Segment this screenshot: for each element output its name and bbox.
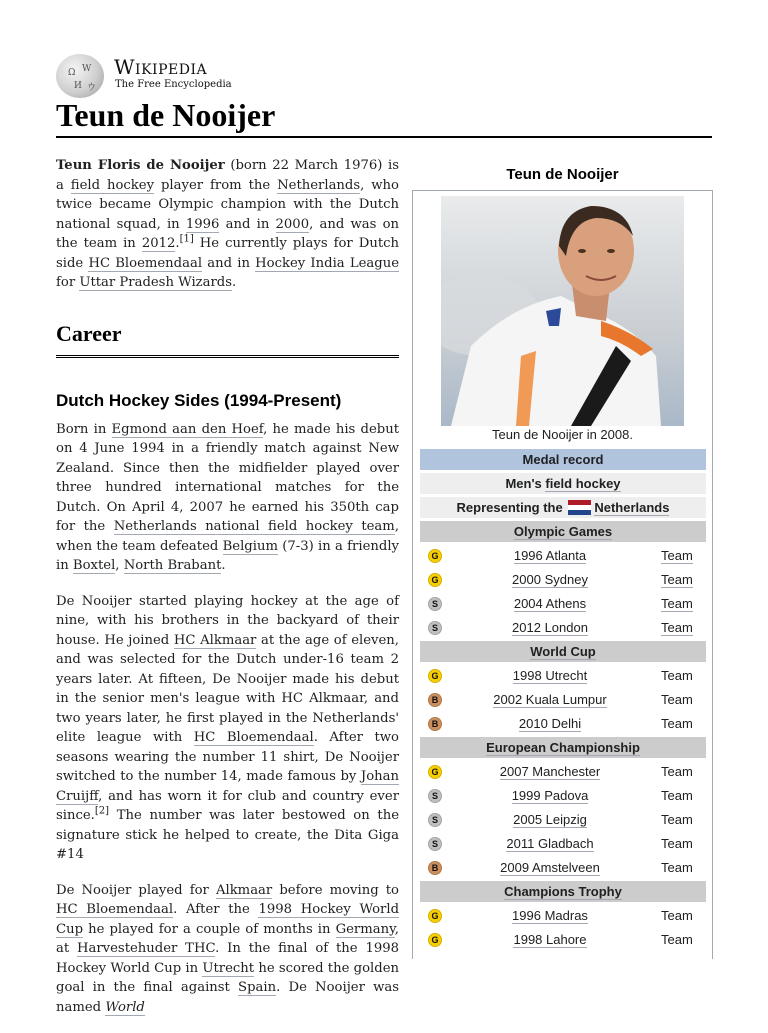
silver-medal-icon: S [428,837,442,851]
label: Medal record [522,452,604,467]
link-belgium[interactable]: Belgium [222,538,278,554]
link-world[interactable]: World [105,999,145,1015]
bronze-medal-icon: B [428,861,442,875]
medal-category-header [420,737,706,758]
link-johan-cruijff[interactable]: Johan Cruijff [56,769,399,804]
text: (7-3) in a friendly in [56,538,399,573]
medal-row [420,857,706,879]
link-competition[interactable]: World Cup [530,644,596,659]
medal-row [420,833,706,855]
medal-row [420,929,706,951]
link-hc-bloemendaal[interactable]: HC Bloemendaal [88,255,203,271]
link-event[interactable]: 1998 Lahore [513,932,587,947]
text: . De Nooijer was named [56,980,399,1015]
team-label: Team [661,716,693,731]
link-event[interactable]: 2005 Leipzig [513,812,587,827]
photo-caption: Teun de Nooijer in 2008. [492,427,633,442]
link-event[interactable]: 2004 Athens [513,596,587,611]
link-team[interactable]: Team [661,596,693,611]
medal-record-header [420,449,706,470]
medal-category-header [420,521,706,542]
link-netherlands[interactable]: Netherlands [277,177,361,193]
link-alkmaar[interactable]: Alkmaar [215,882,273,898]
text: Born in [56,421,112,437]
link-event[interactable]: 2007 Manchester [499,764,601,779]
link-event[interactable]: 1999 Padova [511,788,589,803]
reference-2[interactable]: [2] [94,805,110,817]
link-event[interactable]: 1996 Atlanta [513,548,587,563]
link-uttar-pradesh-wizards[interactable]: Uttar Pradesh Wizards [79,275,233,290]
link-event[interactable]: 1996 Madras [512,908,588,923]
medal-row [420,809,706,831]
text: . [232,275,237,290]
text: , and has worn it for club and country ever since. [56,788,399,823]
medal-row [420,905,706,927]
career-paragraph-2 [56,592,399,865]
intro-paragraph [56,156,399,293]
article-body [56,156,399,1033]
link-germany[interactable]: Germany [335,921,395,937]
link-2000[interactable]: 2000 [275,216,310,232]
subject-name: Teun Floris de Nooijer [56,158,225,173]
link-2012[interactable]: 2012 [141,236,176,251]
silver-medal-icon: S [428,789,442,803]
text: . After the [173,902,259,917]
link-team[interactable]: Team [661,548,693,563]
portrait-image [441,196,684,426]
representing-row [420,497,706,518]
link-event[interactable]: 2002 Kuala Lumpur [493,692,607,707]
subsection-heading-dutch-hockey-sides: Dutch Hockey Sides (1994-Present) [56,390,342,410]
medal-row [420,713,706,735]
link-event[interactable]: 2011 Gladbach [506,836,594,851]
medal-row [420,617,706,639]
medal-row [420,569,706,591]
link-hc-bloemendaal[interactable]: HC Bloemendaal [56,902,174,917]
link-competition[interactable]: Champions Trophy [504,884,622,899]
team-label: Team [661,908,693,923]
gold-medal-icon: G [428,669,442,683]
link-netherlands-national-field-hockey-team[interactable]: Netherlands national field hockey team [113,519,395,534]
team-label: Team [661,932,693,947]
text: (born 22 March 1976) is a [56,158,399,193]
section-heading-career: Career [56,320,399,358]
team-label: Team [661,764,693,779]
text: , and was on the team in [56,216,400,251]
text: before moving to [272,882,399,898]
career-paragraph-1 [56,420,399,576]
wikipedia-globe-icon: Ω W И ウ [56,54,104,98]
link-field-hockey[interactable]: field hockey [545,476,621,491]
team-label: Team [661,812,693,827]
link-event[interactable]: 1998 Utrecht [512,668,588,683]
text: at the age of eleven, and was selected for the Dutch under-16 team 2 years later. At fifteen, De Nooijer made his debut in the senior men's league with HC Alkmaar, and two years later, he first played in the Netherlands' elite league with [56,632,399,745]
text: , at [56,921,399,956]
link-hc-bloemendaal[interactable]: HC Bloemendaal [193,730,314,745]
link-boxtel[interactable]: Boxtel [72,558,116,573]
link-team[interactable]: Team [661,572,693,587]
sport-row [420,473,706,494]
text: , [115,558,124,573]
link-utrecht[interactable]: Utrecht [202,960,255,976]
text: The number was later bestowed on the signature stick he helped to create, the Dita Giga #14 [56,808,399,862]
medal-row [420,689,706,711]
silver-medal-icon: S [428,597,442,611]
silver-medal-icon: S [428,621,442,635]
text: for [56,275,80,290]
netherlands-flag-icon [568,500,591,515]
text: . After two seasons wearing the number 11 shirt, De Nooijer switched to the number 14, made famous by [56,730,400,784]
link-1998-hockey-world-cup[interactable]: 1998 Hockey World Cup [56,902,400,937]
team-label: Team [661,788,693,803]
gold-medal-icon: G [428,549,442,563]
bronze-medal-icon: B [428,693,442,707]
text: De Nooijer played for [56,882,216,898]
text: , he made his debut on 4 June 1994 in a friendly match against New Zealand. Since then the midfielder played over three hundred international matches for the Dutch. On April 4, 2007 he earned his 350th cap for the [56,421,399,534]
medal-row [420,761,706,783]
link-hc-alkmaar[interactable]: HC Alkmaar [173,632,257,648]
text: and in [219,216,276,232]
medal-row [420,593,706,615]
link-team[interactable]: Team [661,620,693,635]
team-label: Team [661,692,693,707]
medal-category-header [420,641,706,662]
text: player from the [154,177,278,193]
text: De Nooijer started playing hockey at the age of nine, with his brothers in the backyard of their house. He joined [56,593,399,648]
medal-row [420,545,706,567]
medal-category-header [420,881,706,902]
text: . [175,236,180,251]
link-1996[interactable]: 1996 [185,216,220,232]
label: Representing the [456,500,567,515]
silver-medal-icon: S [428,813,442,827]
link-competition[interactable]: European Championship [486,740,640,755]
wikipedia-logo[interactable] [56,54,256,94]
text: he played for a couple of months in [83,921,336,937]
infobox [412,190,713,959]
text: . [221,558,226,573]
link-spain[interactable]: Spain [238,980,277,995]
text: , when the team defeated [56,519,400,554]
gold-medal-icon: G [428,933,442,947]
text: he scored the golden goal in the final against [56,960,399,995]
text: , who twice became Olympic champion with the Dutch national squad, in [56,177,399,232]
text: and in [202,255,256,271]
portrait-photo[interactable] [441,196,684,426]
link-hockey-india-league[interactable]: Hockey India League [255,255,399,271]
link-netherlands[interactable]: Netherlands [594,500,670,515]
gold-medal-icon: G [428,765,442,779]
link-event[interactable]: 2009 Amstelveen [500,860,600,875]
text: . In the final of the 1998 Hockey World Cup in [56,941,400,976]
bronze-medal-icon: B [428,717,442,731]
link-field-hockey[interactable]: field hockey [70,177,155,193]
text: He currently plays for Dutch side [56,236,399,271]
medal-row [420,785,706,807]
wordmark: Wikipedia [114,55,208,79]
link-north-brabant[interactable]: North Brabant [123,558,222,573]
infobox-title: Teun de Nooijer [506,166,619,183]
link-competition[interactable]: Olympic Games [513,524,613,539]
team-label: Team [661,668,693,683]
page-title: Teun de Nooijer [56,94,712,138]
tagline: The Free Encyclopedia [115,79,232,90]
gold-medal-icon: G [428,573,442,587]
gold-medal-icon: G [428,909,442,923]
link-event[interactable]: 2012 London [512,620,588,635]
team-label: Team [661,836,693,851]
label: Men's [505,476,546,491]
reference-1[interactable]: [1] [179,233,194,245]
link-event[interactable]: 2000 Sydney [512,572,588,587]
link-egmond-aan-den-hoef[interactable]: Egmond aan den Hoef [111,421,264,437]
link-event[interactable]: 2010 Delhi [518,716,582,731]
medal-row [420,665,706,687]
link-harvestehuder-thc[interactable]: Harvestehuder THC [77,941,216,956]
team-label: Team [661,860,693,875]
career-paragraph-3 [56,881,399,1018]
